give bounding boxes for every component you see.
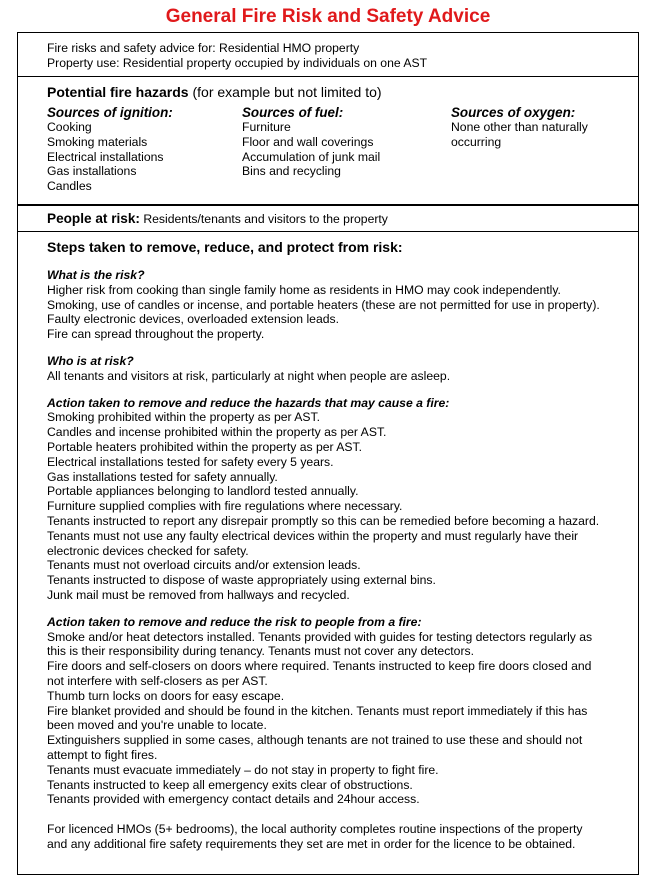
- list-item: None other than naturally: [451, 120, 588, 134]
- intro-line: Fire risks and safety advice for: Residential HMO property: [47, 41, 360, 55]
- text-line: Tenants provided with emergency contact details and 24hour access.: [47, 792, 420, 807]
- list-item: Bins and recycling: [242, 164, 341, 179]
- hazards-section: [17, 76, 639, 205]
- text-line: Electrical installations tested for safety every 5 years.: [47, 454, 334, 469]
- list-item: Cooking: [47, 120, 92, 134]
- list-item: Candles: [47, 179, 92, 194]
- text-line: been moved and you're unable to locate.: [47, 718, 267, 733]
- hazards-heading: [18, 76, 638, 101]
- people-label: People at risk:: [47, 211, 140, 226]
- text-line: Tenants must not use any faulty electrical devices within the property and must regularly have their: [47, 528, 579, 543]
- list-item: occurring: [451, 134, 502, 149]
- text-line: Junk mail must be removed from hallways and recycled.: [47, 587, 350, 602]
- text-line: Extinguishers supplied in some cases, although tenants are not trained to use these and should not: [47, 733, 583, 748]
- steps-heading: Steps taken to remove, reduce, and protect from risk:: [47, 239, 403, 255]
- people-text: Residents/tenants and visitors to the property: [139, 212, 388, 226]
- text-line: and any additional fire safety requirements they set are met in order for the licence to be obtained.: [47, 836, 576, 851]
- what-risk-section: [47, 268, 630, 342]
- ignition-heading: Sources of ignition:: [47, 105, 173, 120]
- hazards-heading-bold: Potential fire hazards: [47, 84, 189, 100]
- hazard-columns: [18, 101, 638, 201]
- text-line: Candles and incense prohibited within the property as per AST.: [47, 425, 387, 440]
- text-line: Smoking, use of candles or incense, and portable heaters (these are not permitted for use in property).: [47, 297, 600, 312]
- people-at-risk: [18, 206, 638, 227]
- text-line: Thumb turn locks on doors for easy escape.: [47, 688, 285, 703]
- who-risk-heading: Who is at risk?: [47, 353, 134, 368]
- text-line: Tenants must evacuate immediately – do not stay in property to fight fire.: [47, 762, 439, 777]
- list-item: Furniture: [242, 120, 291, 134]
- people-action-heading: Action taken to remove and reduce the risk to people from a fire:: [47, 614, 422, 629]
- list-item: Electrical installations: [47, 149, 164, 164]
- page-title: General Fire Risk and Safety Advice: [165, 6, 491, 27]
- list-item: Gas installations: [47, 164, 137, 179]
- list-item: Accumulation of junk mail: [242, 149, 381, 164]
- text-line: Smoke and/or heat detectors installed. Tenants provided with guides for testing detectors regularly as: [47, 629, 593, 644]
- list-item: Floor and wall coverings: [242, 134, 374, 149]
- text-line: attempt to fight fires.: [47, 747, 158, 762]
- intro-line: Property use: Residential property occupied by individuals on one AST: [47, 55, 428, 70]
- text-line: Tenants instructed to dispose of waste appropriately using external bins.: [47, 573, 436, 588]
- text-line: Smoking prohibited within the property as per AST.: [47, 410, 321, 425]
- hazards-heading-note: (for example but not limited to): [188, 84, 382, 100]
- text-line: Portable appliances belonging to landlord tested annually.: [47, 484, 359, 499]
- licence-note: [47, 822, 630, 852]
- text-line: not interfere with self-closers as per AST.: [47, 673, 268, 688]
- text-line: Fire can spread throughout the property.: [47, 327, 265, 342]
- text-line: this is their responsibility during tenancy. Tenants must not cover any detectors.: [47, 644, 475, 659]
- text-line: All tenants and visitors at risk, particularly at night when people are asleep.: [47, 368, 451, 383]
- text-line: electronic devices checked for safety.: [47, 543, 249, 558]
- fuel-heading: Sources of fuel:: [242, 105, 344, 120]
- text-line: Faulty electronic devices, overloaded extension leads.: [47, 312, 339, 327]
- text-line: Fire blanket provided and should be found in the kitchen. Tenants must report immediately if this has: [47, 703, 588, 718]
- intro-section: [17, 32, 639, 77]
- what-risk-heading: What is the risk?: [47, 268, 145, 282]
- fuel-column: [242, 105, 380, 179]
- who-risk-section: [47, 354, 630, 384]
- oxygen-column: [451, 105, 588, 150]
- steps-section: [17, 231, 639, 875]
- text-line: Tenants instructed to report any disrepair promptly so this can be remedied before becoming a hazard.: [47, 513, 600, 528]
- text-line: Furniture supplied complies with fire regulations where necessary.: [47, 499, 403, 514]
- text-line: For licenced HMOs (5+ bedrooms), the local authority completes routine inspections of the property: [47, 822, 583, 837]
- people-section: [17, 205, 639, 232]
- intro-text: [18, 33, 638, 71]
- oxygen-heading: Sources of oxygen:: [451, 105, 576, 120]
- text-line: Gas installations tested for safety annually.: [47, 469, 278, 484]
- text-line: Tenants must not overload circuits and/or extension leads.: [47, 558, 361, 573]
- text-line: Higher risk from cooking than single family home as residents in HMO may cook independently.: [47, 282, 561, 297]
- hazards-action-heading: Action taken to remove and reduce the hazards that may cause a fire:: [47, 395, 450, 410]
- text-line: Portable heaters prohibited within the property as per AST.: [47, 439, 363, 454]
- text-line: Tenants instructed to keep all emergency exits clear of obstructions.: [47, 777, 413, 792]
- people-action-section: [47, 615, 630, 807]
- hazards-action-section: [47, 396, 630, 603]
- list-item: Smoking materials: [47, 134, 148, 149]
- text-line: Fire doors and self-closers on doors where required. Tenants instructed to keep fire doors closed and: [47, 659, 592, 674]
- ignition-column: [47, 105, 173, 194]
